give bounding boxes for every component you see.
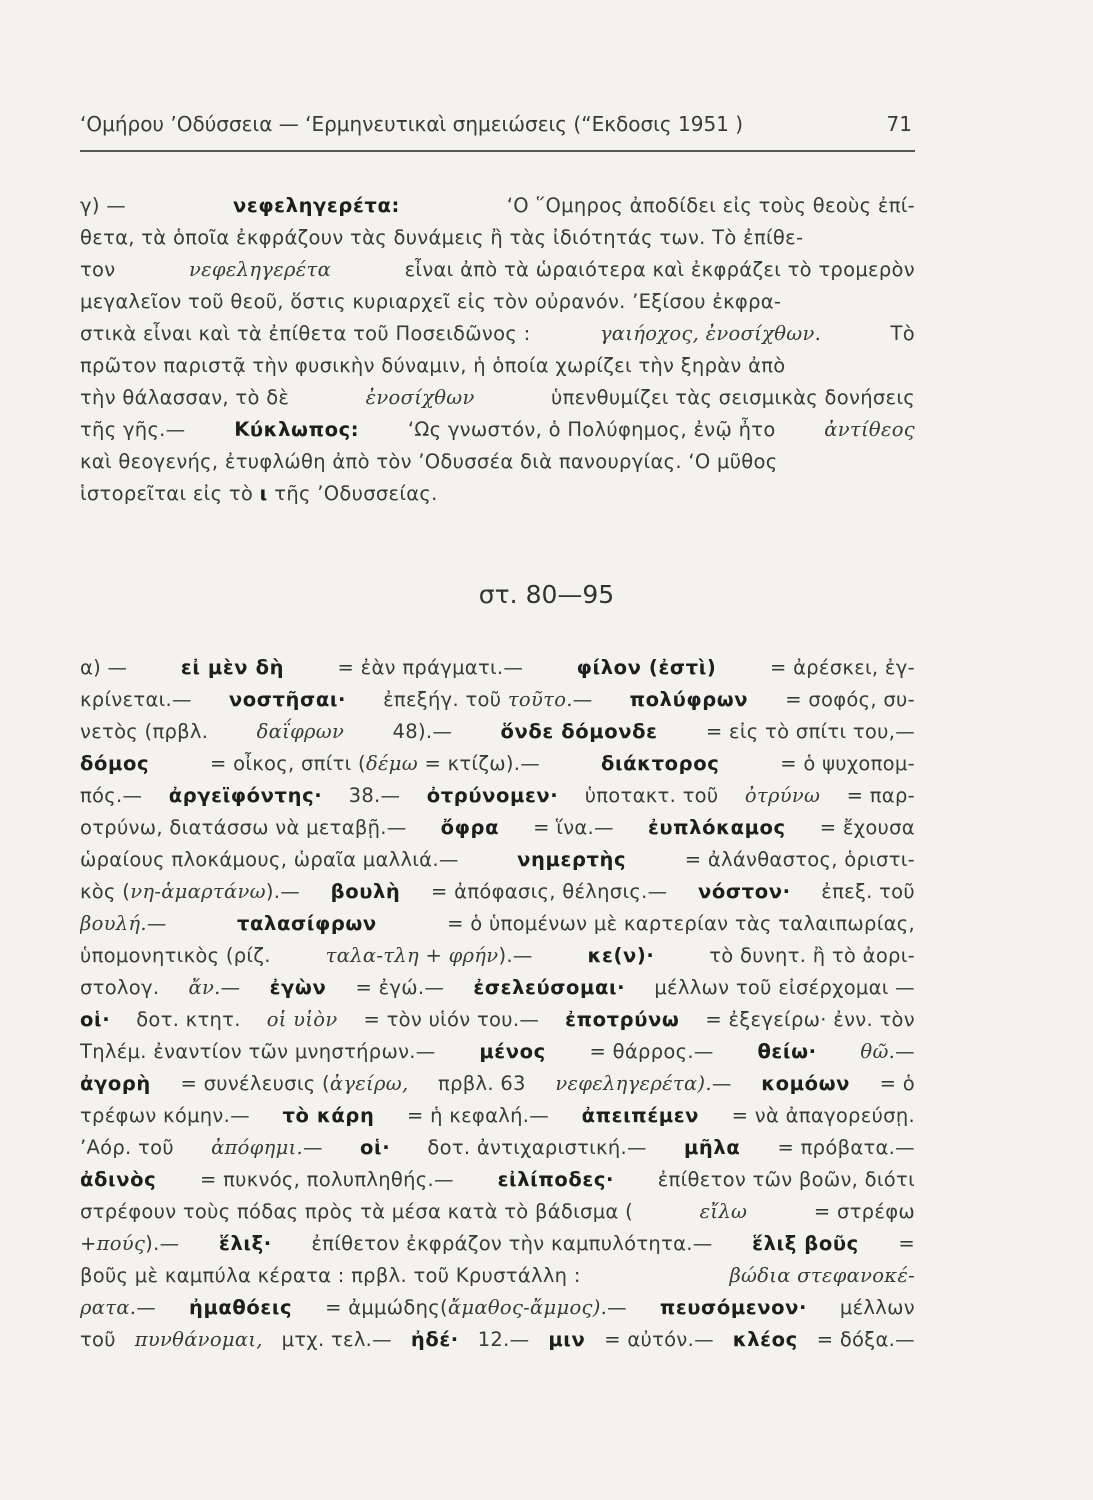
text-run: τῆς ’Οδυσσείας. [274, 482, 438, 505]
text-run: — [895, 1040, 915, 1063]
italic-term: δέμω [365, 752, 418, 775]
italic-term: βουλή. [80, 912, 147, 935]
text-line [80, 1068, 915, 1100]
section-gamma [80, 190, 915, 510]
italic-term: νεφεληγερέτα [188, 258, 332, 281]
text-line [80, 190, 915, 222]
text-line [80, 1196, 915, 1228]
text-run: τῆς γῆς.— [80, 418, 186, 441]
bold-lemma: μῆλα [683, 1136, 741, 1159]
text-run: = ἔχουσα [819, 816, 915, 839]
text-line [80, 478, 915, 510]
text-run: ἱστορεῖται εἰς τὸ [80, 482, 254, 505]
text-line [80, 876, 915, 908]
text-run: = συνέλευσις ( [180, 1072, 330, 1095]
bold-lemma: δόμος [80, 752, 150, 775]
text-run: τοῦ [80, 1328, 116, 1351]
italic-term: πυνθάνομαι, [134, 1328, 263, 1351]
italic-term: τοῦτο. [507, 688, 573, 711]
text-run: πρβλ. 63 [438, 1072, 526, 1095]
text-line [80, 780, 915, 812]
italic-term: πούς [96, 1232, 146, 1255]
text-run: 48).— [392, 720, 453, 743]
text-line [80, 318, 915, 350]
text-run: = ἀλάνθαστος, ὁριστι- [684, 848, 915, 871]
text-run: μέλλων [839, 1296, 915, 1319]
italic-term: ρατα. [80, 1296, 137, 1319]
bold-lemma: θείω· [757, 1040, 817, 1063]
text-run: 38.— [348, 784, 401, 807]
text-line [80, 1292, 915, 1324]
bold-lemma: ταλασίφρων [237, 912, 377, 935]
bold-lemma: νόστον· [698, 880, 791, 903]
text-run: στικὰ εἶναι καὶ τὰ ἐπίθετα τοῦ Ποσειδῶνος : [80, 322, 531, 345]
italic-term: ἄν. [188, 976, 221, 999]
italic-term: ἀπόφημι. [211, 1136, 304, 1159]
text-line [80, 908, 915, 940]
text-run: ).— [265, 880, 301, 903]
running-head-title: ‘Ομήρου ’Οδύσσεια — ‘Ερμηνευτικαὶ σημειώσεις (“Εκδοσις 1951 ) [80, 112, 744, 136]
verse-range-heading: στ. 80—95 [478, 580, 615, 609]
text-run: οτρύνω, διατάσσω νὰ μεταβῇ.— [80, 816, 407, 839]
italic-term: νεφεληγερέτα). [555, 1072, 712, 1095]
bold-lemma: ἠμαθόεις [188, 1296, 293, 1319]
text-run: ἐπεξήγ. τοῦ [383, 688, 502, 711]
bold-lemma: ι [259, 482, 268, 505]
text-run: = εἰς τὸ σπίτι του,— [705, 720, 915, 743]
bold-lemma: φίλον (ἐστὶ) [576, 656, 717, 679]
text-run: = ὁ ψυχοπομ- [780, 752, 915, 775]
text-line [80, 254, 915, 286]
bold-lemma: κε(ν)· [587, 944, 655, 967]
text-run: δοτ. ἀντιχαριστική.— [427, 1136, 647, 1159]
text-run: στρέφουν τοὺς πόδας πρὸς τὰ μέσα κατὰ τὸ βάδισμα ( [80, 1200, 633, 1223]
text-run: Τηλέμ. ἐναντίον τῶν μνηστήρων.— [80, 1040, 436, 1063]
page-number: 71 [886, 112, 912, 136]
text-run: — [146, 912, 167, 935]
bold-lemma: ἠδέ· [410, 1328, 459, 1351]
bold-lemma: οἱ· [360, 1136, 391, 1159]
italic-term: δαΐφρων [256, 720, 345, 743]
bold-lemma: ἕλιξ βοῦς [752, 1232, 859, 1255]
bold-lemma: Κύκλωπος: [234, 418, 360, 441]
text-run: = πρόβατα.— [777, 1136, 915, 1159]
running-head [80, 112, 912, 136]
bold-lemma: νημερτὴς [517, 848, 627, 871]
bold-lemma: ὀτρύνομεν· [426, 784, 559, 807]
text-run: = ἀρέσκει, ἐγ- [769, 656, 915, 679]
text-line [80, 844, 915, 876]
bold-lemma: ὄφρα [440, 816, 500, 839]
text-line [80, 812, 915, 844]
italic-term: ἀγείρω, [329, 1072, 409, 1095]
text-run: = θάρρος.— [589, 1040, 714, 1063]
italic-term: ἐνοσίχθων [365, 386, 475, 409]
text-run: θετα, τὰ ὁποῖα ἐκφράζουν τὰς δυνάμεις ἢ τὰς ἰδιότητάς των. Τὸ ἐπίθε- [80, 226, 804, 249]
bold-lemma: ἐσελεύσομαι· [473, 976, 626, 999]
text-run: τὸ δυνητ. ἢ τὸ ἀορι- [709, 944, 915, 967]
bold-lemma: κομόων [761, 1072, 851, 1095]
text-run: — [220, 976, 241, 999]
bold-lemma: ἀγορὴ [80, 1072, 151, 1095]
text-line [80, 748, 915, 780]
italic-term: ὀτρύνω [744, 784, 821, 807]
text-run: τρέφων κόμην.— [80, 1104, 250, 1127]
text-run: μέλλων τοῦ εἰσέρχομαι — [654, 976, 915, 999]
text-line [80, 382, 915, 414]
text-run: πρῶτον παριστᾷ τὴν φυσικὴν δύναμιν, ἡ ὁποία χωρίζει τὴν ξηρὰν ἀπὸ [80, 354, 786, 377]
text-run: = τὸν υἱόν του.— [363, 1008, 540, 1031]
italic-term: γαιήοχος, ἐνοσίχθων. [599, 322, 822, 345]
section-alpha [80, 652, 915, 1356]
text-run: ’Αόρ. τοῦ [80, 1136, 174, 1159]
bold-lemma: νοστῆσαι· [228, 688, 347, 711]
header-rule [80, 150, 915, 152]
bold-lemma: ἀργεϊφόντης· [168, 784, 323, 807]
text-run: = κτίζω).— [424, 752, 541, 775]
bold-lemma: ἐγὼν [269, 976, 327, 999]
text-run: — [303, 1136, 323, 1159]
text-run: = ἐξεγείρω· ἐνν. τὸν [705, 1008, 915, 1031]
text-run: εἶναι ἀπὸ τὰ ὡραιότερα καὶ ἐκφράζει τὸ τρομερὸν [404, 258, 915, 281]
text-line [80, 1036, 915, 1068]
text-run: = ὁ [879, 1072, 915, 1095]
text-run: ὑπενθυμίζει τὰς σεισμικὰς δονήσεις [551, 386, 915, 409]
text-line [80, 1100, 915, 1132]
bold-lemma: νεφεληγερέτα: [232, 194, 400, 217]
bold-lemma: εἰ μὲν δὴ [180, 656, 285, 679]
italic-term: θῶ. [860, 1040, 896, 1063]
text-line [80, 716, 915, 748]
text-run: καὶ θεογενής, ἐτυφλώθη ἀπὸ τὸν ’Οδυσσέα διὰ πανουργίας. ‘Ο μῦθος [80, 450, 778, 473]
italic-term: ταλα-τλη + φρήν [325, 944, 499, 967]
text-run: ).— [145, 1232, 180, 1255]
text-run: γ) — [80, 194, 127, 217]
text-run: Τὸ [890, 322, 915, 345]
bold-lemma: ἐποτρύνω [565, 1008, 680, 1031]
text-run: — [136, 1296, 157, 1319]
text-run: — [607, 1296, 627, 1319]
text-run: στολογ. [80, 976, 160, 999]
bold-lemma: μιν [548, 1328, 586, 1351]
text-run: ἐπίθετον ἐκφράζον τὴν καμπυλότητα.— [311, 1232, 713, 1255]
italic-term: βώδια στεφανοκέ- [729, 1264, 915, 1287]
text-run: = ἡ κεφαλή.— [407, 1104, 550, 1127]
bold-lemma: ἐυπλόκαμος [647, 816, 786, 839]
text-run: κὸς ( [80, 880, 131, 903]
text-run: = πυκνός, πολυπληθής.— [199, 1168, 454, 1191]
text-line [80, 652, 915, 684]
text-run: μτχ. τελ.— [281, 1328, 392, 1351]
text-line [80, 940, 915, 972]
text-line [80, 446, 915, 478]
text-run: ὑποτακτ. τοῦ [584, 784, 719, 807]
text-run: ἐπεξ. τοῦ [821, 880, 915, 903]
text-run: ).— [498, 944, 533, 967]
bold-lemma: ὅνδε δόμονδε [500, 720, 658, 743]
text-run: κρίνεται.— [80, 688, 192, 711]
text-run: πός.— [80, 784, 143, 807]
text-run: νετὸς (πρβλ. [80, 720, 209, 743]
bold-lemma: ἕλιξ· [219, 1232, 272, 1255]
text-run: = ἀμμώδης( [325, 1296, 448, 1319]
text-run: τὴν θάλασσαν, τὸ δὲ [80, 386, 290, 409]
italic-term: ἀντίθεος [824, 418, 915, 441]
text-run: = δόξα.— [816, 1328, 915, 1351]
bold-lemma: διάκτορος [600, 752, 720, 775]
text-run: τον [80, 258, 116, 281]
text-line [80, 1228, 915, 1260]
text-run: + [80, 1232, 97, 1255]
text-run: = στρέφω [813, 1200, 915, 1223]
italic-term: οἱ υἱὸν [266, 1008, 338, 1031]
text-run: ὑπομονητικὸς (ρίζ. [80, 944, 271, 967]
text-run: 12.— [477, 1328, 530, 1351]
text-line [80, 414, 915, 446]
text-line [80, 1260, 915, 1292]
text-run: = ἵνα.— [533, 816, 614, 839]
text-run: = οἶκος, σπίτι ( [209, 752, 366, 775]
text-run: = νὰ ἀπαγορεύσῃ. [731, 1104, 915, 1127]
text-run: = ἐγώ.— [355, 976, 445, 999]
text-run: — [711, 1072, 732, 1095]
bold-lemma: πολύφρων [629, 688, 749, 711]
bold-lemma: ἀπειπέμεν [581, 1104, 700, 1127]
text-run: α) — [80, 656, 128, 679]
text-run: = ἀπόφασις, θέλησις.— [431, 880, 668, 903]
italic-term: νη-ἁμαρτάνω [130, 880, 266, 903]
text-run: = ὁ ὑπομένων μὲ καρτερίαν τὰς ταλαιπωρίας, [447, 912, 915, 935]
text-line [80, 1164, 915, 1196]
bold-lemma: ἀδινὸς [80, 1168, 157, 1191]
text-run: — [572, 688, 593, 711]
text-run: = ἐὰν πράγματι.— [337, 656, 524, 679]
bold-lemma: βουλὴ [330, 880, 401, 903]
text-line [80, 1132, 915, 1164]
text-line [80, 286, 915, 318]
text-line [80, 222, 915, 254]
text-run: ἐπίθετον τῶν βοῶν, διότι [657, 1168, 915, 1191]
text-run: ὡραίους πλοκάμους, ὡραῖα μαλλιά.— [80, 848, 459, 871]
text-run: = παρ- [846, 784, 915, 807]
italic-term: εἴλω [699, 1200, 748, 1223]
bold-lemma: τὸ κάρη [282, 1104, 375, 1127]
text-line [80, 972, 915, 1004]
text-run: ‘Ο ῞Ομηρος ἀποδίδει εἰς τοὺς θεοὺς ἐπί- [506, 194, 915, 217]
text-line [80, 350, 915, 382]
text-line [80, 1324, 915, 1356]
text-run: = [898, 1232, 915, 1255]
bold-lemma: οἱ· [80, 1008, 111, 1031]
text-run: βοῦς μὲ καμπύλα κέρατα : πρβλ. τοῦ Κρυστάλλη : [80, 1264, 581, 1287]
bold-lemma: εἰλίποδες· [497, 1168, 614, 1191]
text-run: = αὐτόν.— [604, 1328, 714, 1351]
bold-lemma: κλέος [732, 1328, 798, 1351]
italic-term: ἄμαθος-ἄμμος). [447, 1296, 608, 1319]
text-run: = σοφός, συ- [785, 688, 915, 711]
bold-lemma: πευσόμενον· [659, 1296, 808, 1319]
text-line [80, 684, 915, 716]
text-line [80, 1004, 915, 1036]
bold-lemma: μένος [479, 1040, 546, 1063]
text-run: ‘Ως γνωστόν, ὁ Πολύφημος, ἐνῷ ἦτο [407, 418, 776, 441]
text-run: μεγαλεῖον τοῦ θεοῦ, ὅστις κυριαρχεῖ εἰς τὸν οὐρανόν. ’Εξίσου ἐκφρα- [80, 290, 782, 313]
text-run: δοτ. κτητ. [136, 1008, 241, 1031]
